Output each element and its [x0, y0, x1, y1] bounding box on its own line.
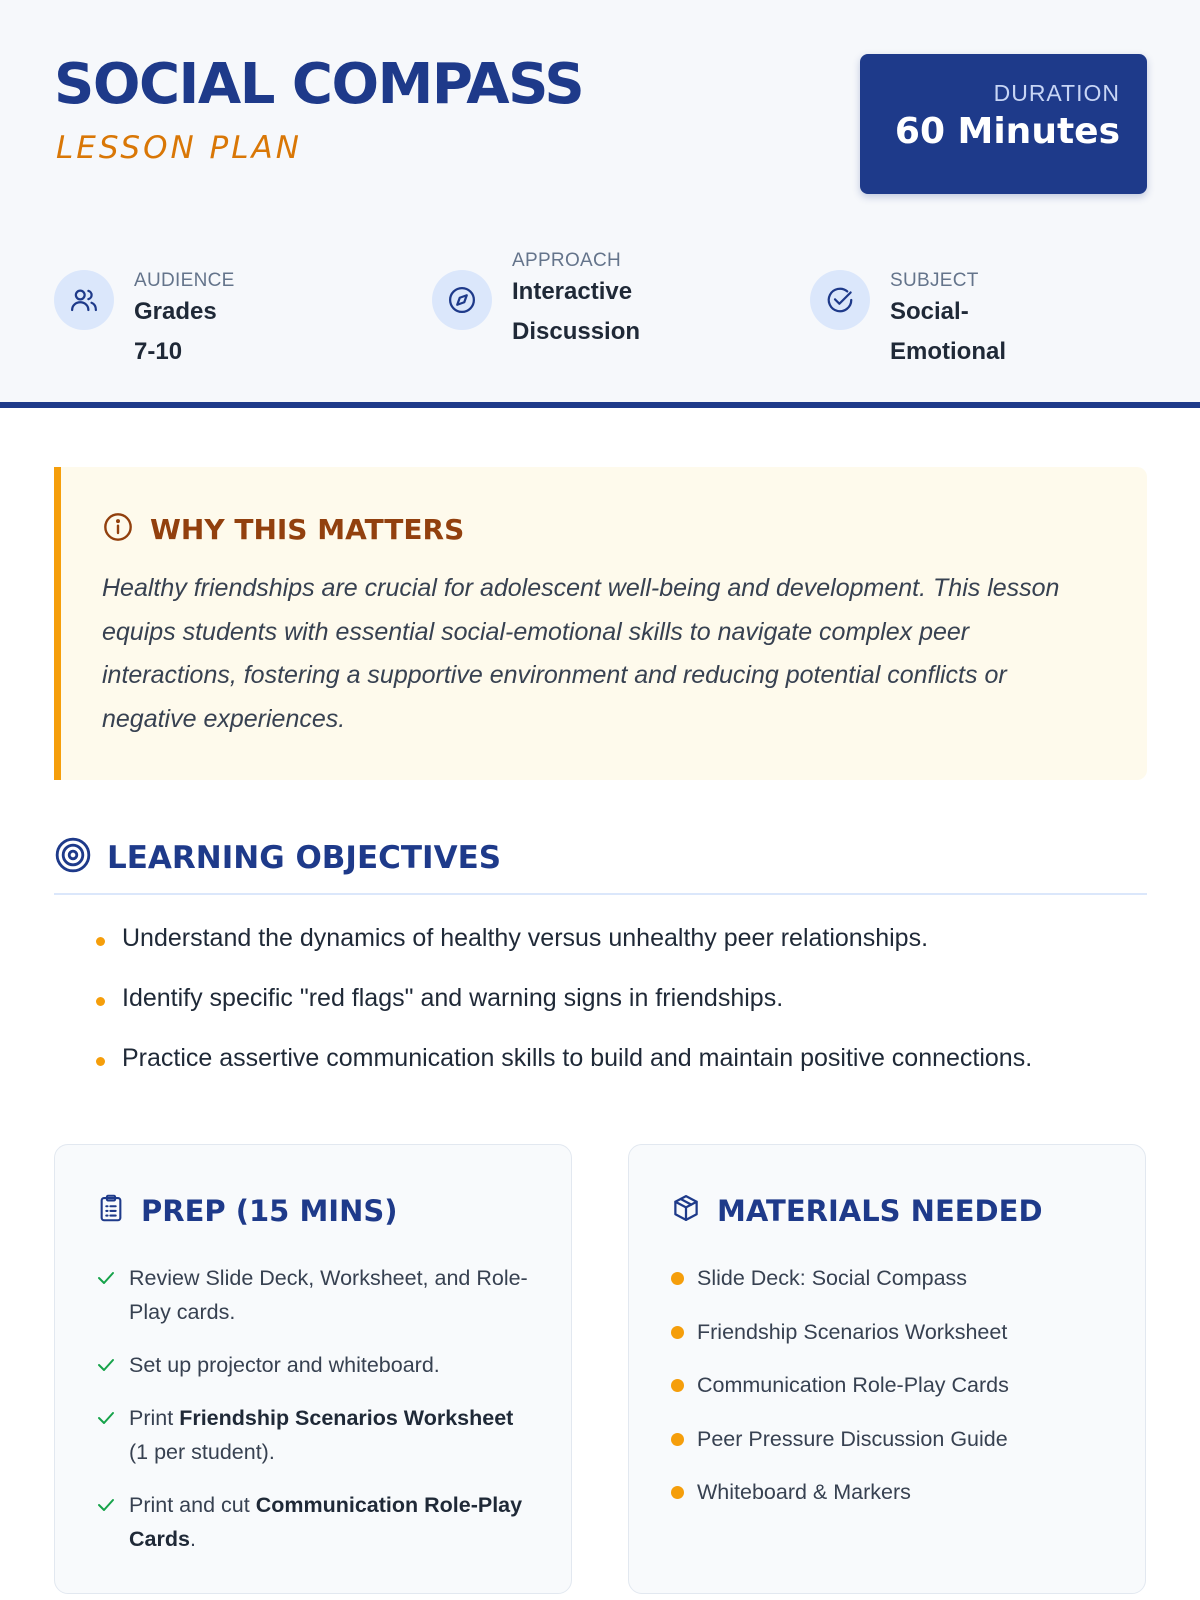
list-item [671, 1315, 1009, 1349]
material-text: Whiteboard & Markers [697, 1480, 911, 1504]
why-title: WHY THIS MATTERS [150, 513, 465, 546]
bullet-dot [671, 1433, 684, 1446]
bullet-dot [96, 937, 105, 946]
material-text: Friendship Scenarios Worksheet [697, 1319, 1008, 1344]
materials-list [671, 1261, 1009, 1529]
material-text: Communication Role-Play Cards [697, 1373, 1009, 1397]
list-item [97, 1348, 537, 1382]
box-icon [671, 1193, 701, 1228]
objectives-title: LEARNING OBJECTIVES [107, 839, 502, 876]
bullet-dot [96, 1057, 105, 1066]
clipboard-icon [97, 1193, 125, 1228]
list-item [671, 1475, 1009, 1509]
divider [54, 893, 1147, 895]
check-icon [97, 1411, 115, 1425]
duration-value: 60 Minutes [894, 111, 1120, 152]
list-item [671, 1261, 1009, 1295]
material-text: Slide Deck: Social Compass [697, 1266, 968, 1290]
check-icon [97, 1271, 115, 1285]
target-icon [54, 836, 92, 879]
why-this-matters-callout [54, 467, 1147, 780]
why-body: Healthy friendships are crucial for adolescent well-being and development. This lesson equips students with essential social-emotional skills to navigate complex peer interactions, fostering a supportive environment and reducing potential conflicts or negative experiences. [102, 574, 1060, 733]
bullet-dot [96, 997, 105, 1006]
why-header [102, 511, 464, 548]
prep-header [97, 1193, 398, 1228]
prep-bold-text: Friendship Scenarios Worksheet [179, 1406, 514, 1430]
prep-bold-text: Communication Role-Play Cards [129, 1493, 523, 1551]
prep-text: Print and cut [129, 1493, 256, 1517]
list-item [97, 1401, 537, 1469]
objectives-list [94, 924, 1032, 1104]
materials-card [628, 1144, 1146, 1594]
materials-header [671, 1193, 1043, 1228]
bullet-dot [671, 1486, 684, 1499]
compass-icon [432, 270, 492, 330]
check-icon [97, 1498, 115, 1512]
prep-text: . [189, 1527, 196, 1551]
prep-text: Print [129, 1406, 180, 1430]
material-text: Peer Pressure Discussion Guide [697, 1426, 1008, 1451]
meta-label: SUBJECT [890, 270, 979, 291]
prep-card [54, 1144, 572, 1594]
header [0, 0, 1200, 408]
materials-title: MATERIALS NEEDED [717, 1193, 1043, 1228]
check-icon [97, 1358, 115, 1372]
list-item [97, 1488, 537, 1556]
prep-title: PREP (15 MINS) [141, 1193, 398, 1228]
list-item [94, 1044, 1032, 1104]
bullet-dot [671, 1326, 684, 1339]
list-item [97, 1261, 537, 1329]
page-subtitle: LESSON PLAN [56, 130, 302, 166]
duration-label: DURATION [993, 80, 1120, 106]
objectives-header [54, 836, 501, 879]
meta-value: Social-Emotional [890, 298, 1007, 365]
objective-text: Identify specific "red flags" and warning signs in friendships. [122, 984, 784, 1012]
bullet-dot [671, 1272, 684, 1285]
bullet-dot [671, 1379, 684, 1392]
objective-text: Understand the dynamics of healthy versus unhealthy peer relationships. [122, 924, 929, 952]
list-item [94, 924, 1032, 984]
page-title: SOCIAL COMPASS [54, 52, 584, 117]
prep-text: Review Slide Deck, Worksheet, and Role-Play cards. [129, 1266, 528, 1324]
meta-value: Interactive Discussion [512, 278, 641, 345]
prep-text: Set up projector and whiteboard. [129, 1353, 440, 1377]
meta-label: APPROACH [512, 250, 622, 271]
users-icon [54, 270, 114, 330]
prep-text: (1 per student). [129, 1440, 275, 1464]
meta-value: Grades 7-10 [134, 298, 217, 365]
list-item [671, 1368, 1009, 1402]
prep-list [97, 1261, 537, 1575]
duration-badge [860, 54, 1147, 194]
meta-label: AUDIENCE [134, 270, 235, 291]
list-item [671, 1422, 1009, 1456]
info-icon [102, 511, 134, 548]
check-circle-icon [810, 270, 870, 330]
list-item [94, 984, 1032, 1044]
objective-text: Practice assertive communication skills to build and maintain positive connections. [122, 1044, 1033, 1072]
